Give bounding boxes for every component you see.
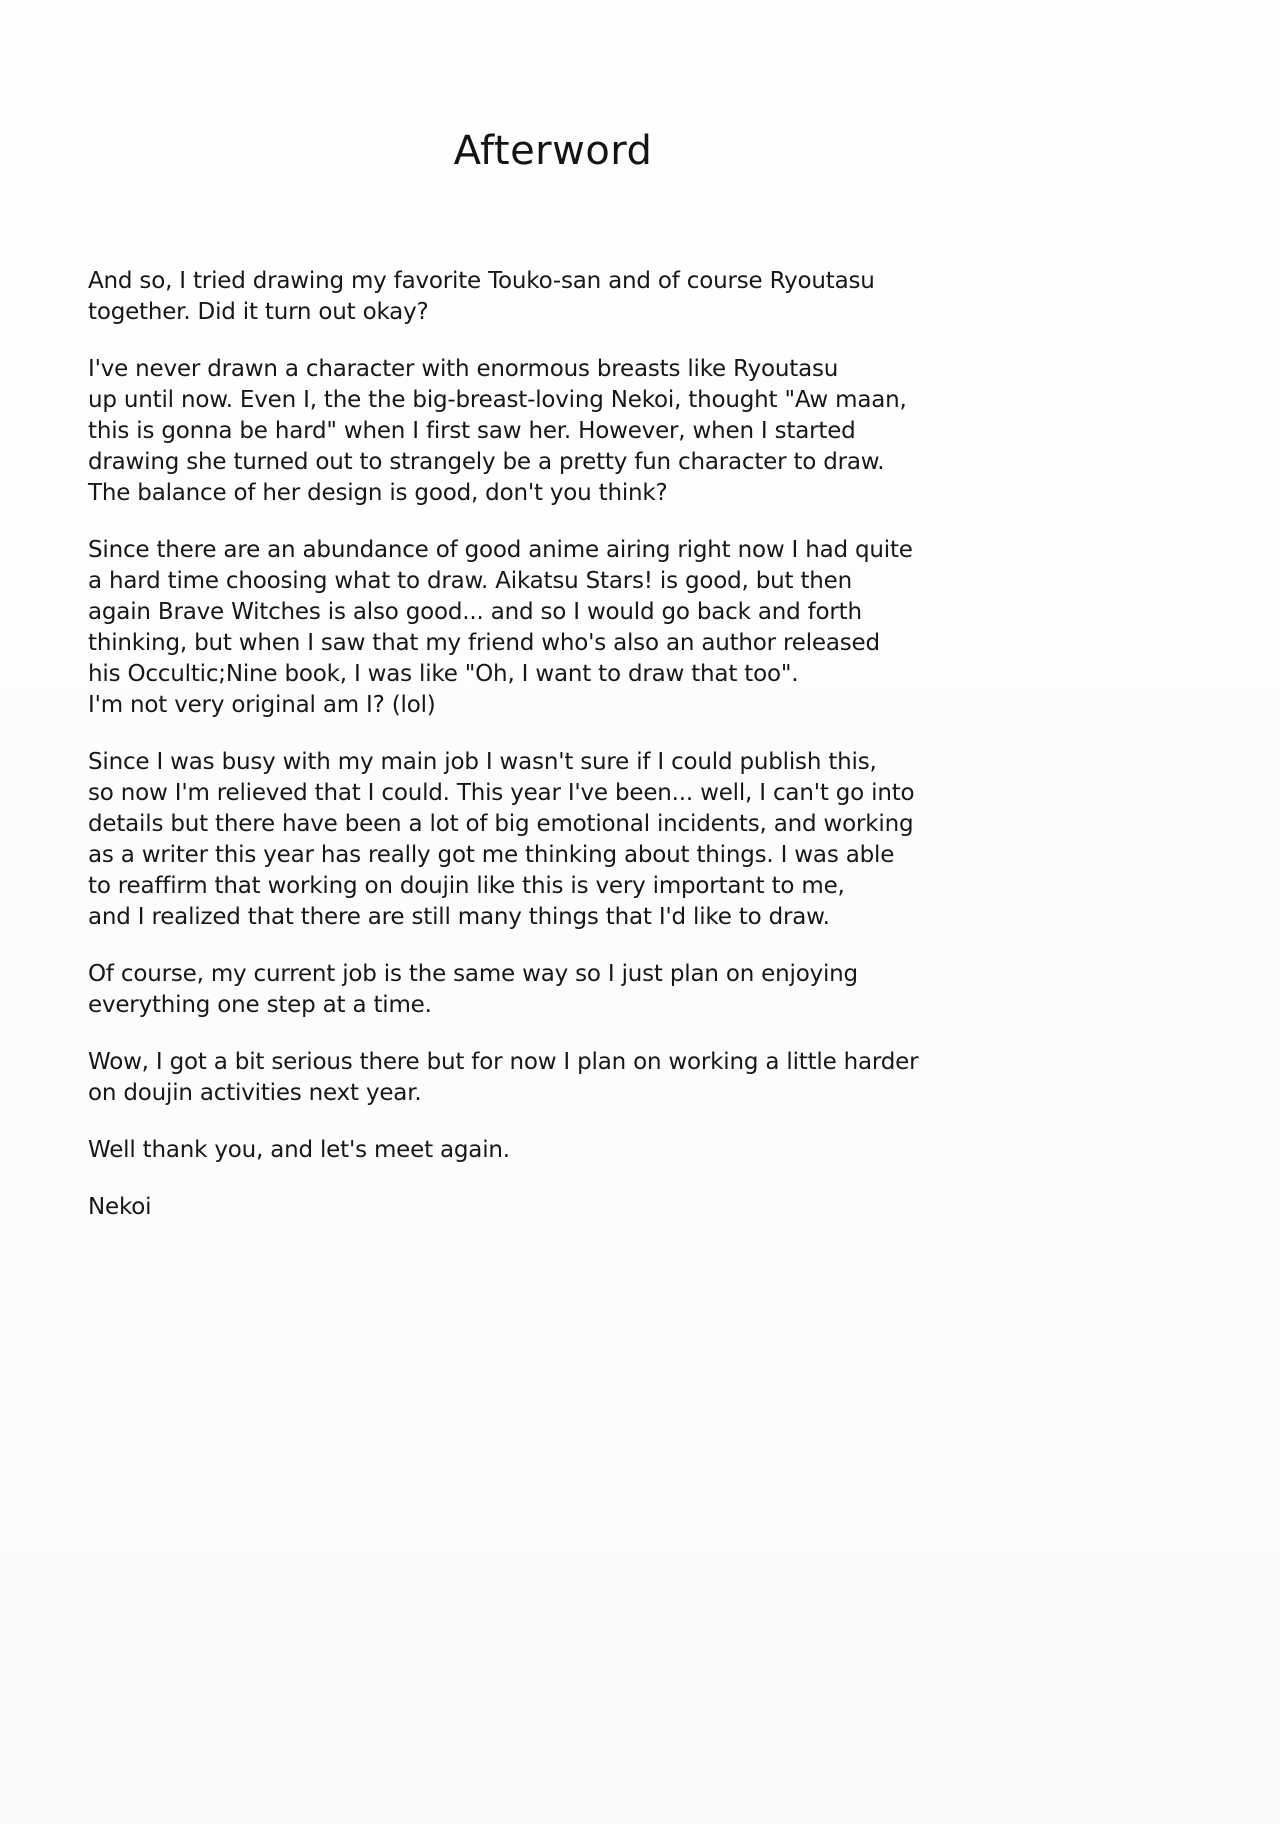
text-line: Well thank you, and let's meet again. (88, 1137, 510, 1163)
text-line: Since I was busy with my main job I wasn't sure if I could publish this, (88, 749, 877, 775)
text-line: drawing she turned out to strangely be a pretty fun character to draw. (88, 449, 885, 475)
text-line: I've never drawn a character with enormous breasts like Ryoutasu (88, 356, 839, 382)
text-line: this is gonna be hard" when I first saw her. However, when I started (88, 418, 856, 444)
paragraph-anime (88, 535, 1028, 721)
paragraph-next-year (88, 1047, 1028, 1109)
text-line: everything one step at a time. (88, 992, 432, 1018)
text-line: a hard time choosing what to draw. Aikatsu Stars! is good, but then (88, 568, 853, 594)
text-line: thinking, but when I saw that my friend who's also an author released (88, 630, 880, 656)
text-line: Since there are an abundance of good anime airing right now I had quite (88, 537, 913, 563)
text-line: on doujin activities next year. (88, 1080, 422, 1106)
text-line: The balance of her design is good, don't you think? (88, 480, 668, 506)
text-line: together. Did it turn out okay? (88, 299, 429, 325)
text-line: again Brave Witches is also good... and so I would go back and forth (88, 599, 862, 625)
text-line: Of course, my current job is the same way so I just plan on enjoying (88, 961, 858, 987)
text-line: And so, I tried drawing my favorite Touko-san and of course Ryoutasu (88, 268, 875, 294)
paragraph-ryoutasu (88, 354, 1028, 509)
text-line: and I realized that there are still many things that I'd like to draw. (88, 904, 830, 930)
text-line: Nekoi (88, 1194, 152, 1220)
text-line: to reaffirm that working on doujin like this is very important to me, (88, 873, 845, 899)
paragraph-work (88, 747, 1028, 933)
text-line: so now I'm relieved that I could. This year I've been... well, I can't go into (88, 780, 915, 806)
text-column (88, 128, 1028, 1249)
text-line: as a writer this year has really got me thinking about things. I was able (88, 842, 895, 868)
signature (88, 1192, 1028, 1223)
afterword-body (88, 266, 1028, 1223)
paragraph-current-job (88, 959, 1028, 1021)
paragraph-intro (88, 266, 1028, 328)
text-line: I'm not very original am I? (lol) (88, 692, 436, 718)
text-line: details but there have been a lot of big emotional incidents, and working (88, 811, 914, 837)
paragraph-thanks (88, 1135, 1028, 1166)
text-line: up until now. Even I, the the big-breast-loving Nekoi, thought "Aw maan, (88, 387, 907, 413)
text-line: Wow, I got a bit serious there but for now I plan on working a little harder (88, 1049, 919, 1075)
page-title: Afterword (453, 128, 653, 174)
text-line: his Occultic;Nine book, I was like "Oh, I want to draw that too". (88, 661, 799, 687)
